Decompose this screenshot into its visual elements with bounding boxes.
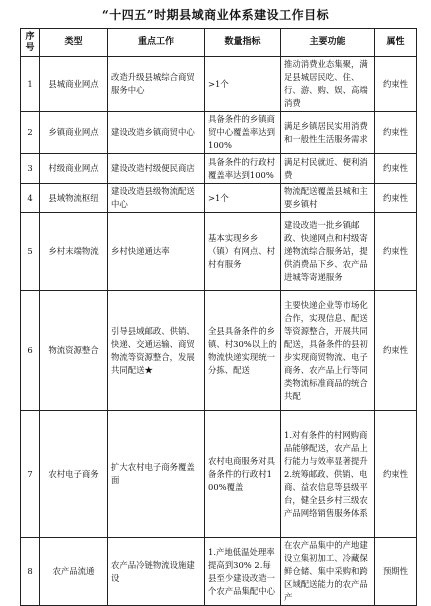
cell-work: 引导县域邮政、供销、快递、交通运输、商贸物流等资源整合，发展共同配送★ [108, 291, 205, 411]
cell-no: 4 [21, 184, 40, 213]
header-attr: 属性 [375, 29, 417, 57]
header-quota: 数量指标 [205, 29, 281, 57]
cell-quota: 基本实现乡乡（镇）有网点、村村有服务 [205, 213, 281, 291]
cell-work: 农产品冷链物流设施建设 [108, 538, 205, 606]
table-row [21, 154, 417, 184]
work-targets-table [20, 28, 417, 606]
cell-function: 在农产品集中的产地建设立集初加工、冷藏保鲜仓储、集中采购和跨区域配送能力的农产品产 [281, 538, 375, 606]
cell-function: 推动消费业态集聚，满足县城居民吃、住、行、游、购、娱、高端消费 [281, 57, 375, 112]
cell-no: 1 [21, 57, 40, 112]
cell-function: 主要快递企业等市场化合作，实现信息、配送等资源整合，开展共同配送，具备条件的县初步实现商贸物流、电子商务、农产品上行等同类物流标准商品的统合共配 [281, 291, 375, 411]
cell-quota: 具备条件的行政村覆盖率达到100% [205, 154, 281, 184]
cell-attr: 预期性 [375, 538, 417, 606]
cell-function: 满足乡镇居民实用消费和一般性生活服务需求 [281, 112, 375, 154]
cell-work: 扩大农村电子商务覆盖面 [108, 411, 205, 538]
cell-quota: >1个 [205, 184, 281, 213]
table-row [21, 184, 417, 213]
table-row [21, 57, 417, 112]
cell-type: 农村电子商务 [40, 411, 108, 538]
cell-work: 建设改造乡镇商贸中心 [108, 112, 205, 154]
cell-quota: 全县具备条件的乡镇、村30%以上的物流快递实现统一分拣、配送 [205, 291, 281, 411]
cell-work: 建设改造村级便民商店 [108, 154, 205, 184]
cell-quota: 农村电商服务对具备条件的行政村100%覆盖 [205, 411, 281, 538]
cell-work: 乡村快递通达率 [108, 213, 205, 291]
cell-type: 乡村末端物流 [40, 213, 108, 291]
cell-attr: 约束性 [375, 411, 417, 538]
header-row [21, 29, 417, 57]
table-row [21, 291, 417, 411]
cell-no: 7 [21, 411, 40, 538]
cell-attr: 约束性 [375, 154, 417, 184]
header-work: 重点工作 [108, 29, 205, 57]
table-row [21, 112, 417, 154]
cell-no: 5 [21, 213, 40, 291]
header-function: 主要功能 [281, 29, 375, 57]
cell-type: 县域物流枢纽 [40, 184, 108, 213]
cell-work: 建设改造县级物流配送中心 [108, 184, 205, 213]
cell-attr: 约束性 [375, 112, 417, 154]
table-row [21, 213, 417, 291]
cell-quota: 1.产地低温处理率提高到30% 2.每县至少建设改造一个农产品集配中心 [205, 538, 281, 606]
table-row [21, 411, 417, 538]
cell-no: 3 [21, 154, 40, 184]
cell-function: 满足村民就近、便利消费 [281, 154, 375, 184]
header-type: 类型 [40, 29, 108, 57]
cell-type: 农产品流通 [40, 538, 108, 606]
cell-function: 建设改造一批乡镇邮政、快递网点和村级寄递物流综合服务站，提供消费品下乡、农产品进城等寄递服务 [281, 213, 375, 291]
cell-function: 1.对有条件的村网购商品能够配送，农产品上行能力与效率显著提升 2.统筹邮政、供销、电商、益农信息等县级平台，健全县乡村三级农产品网络销售服务体系 [281, 411, 375, 538]
cell-attr: 约束性 [375, 184, 417, 213]
cell-work: 改造升级县城综合商贸服务中心 [108, 57, 205, 112]
cell-quota: 具备条件的乡镇商贸中心覆盖率达到100% [205, 112, 281, 154]
cell-quota: >1个 [205, 57, 281, 112]
cell-attr: 约束性 [375, 57, 417, 112]
cell-type: 村级商业网点 [40, 154, 108, 184]
cell-type: 县城商业网点 [40, 57, 108, 112]
table-row [21, 538, 417, 606]
cell-attr: 约束性 [375, 291, 417, 411]
header-no: 序号 [21, 29, 40, 57]
cell-function: 物流配送覆盖县城和主要乡镇村 [281, 184, 375, 213]
cell-type: 物流资源整合 [40, 291, 108, 411]
cell-no: 2 [21, 112, 40, 154]
cell-type: 乡镇商业网点 [40, 112, 108, 154]
cell-no: 6 [21, 291, 40, 411]
cell-attr: 约束性 [375, 213, 417, 291]
document-title: “十四五”时期县域商业体系建设工作目标 [101, 8, 330, 22]
cell-no: 8 [21, 538, 40, 606]
